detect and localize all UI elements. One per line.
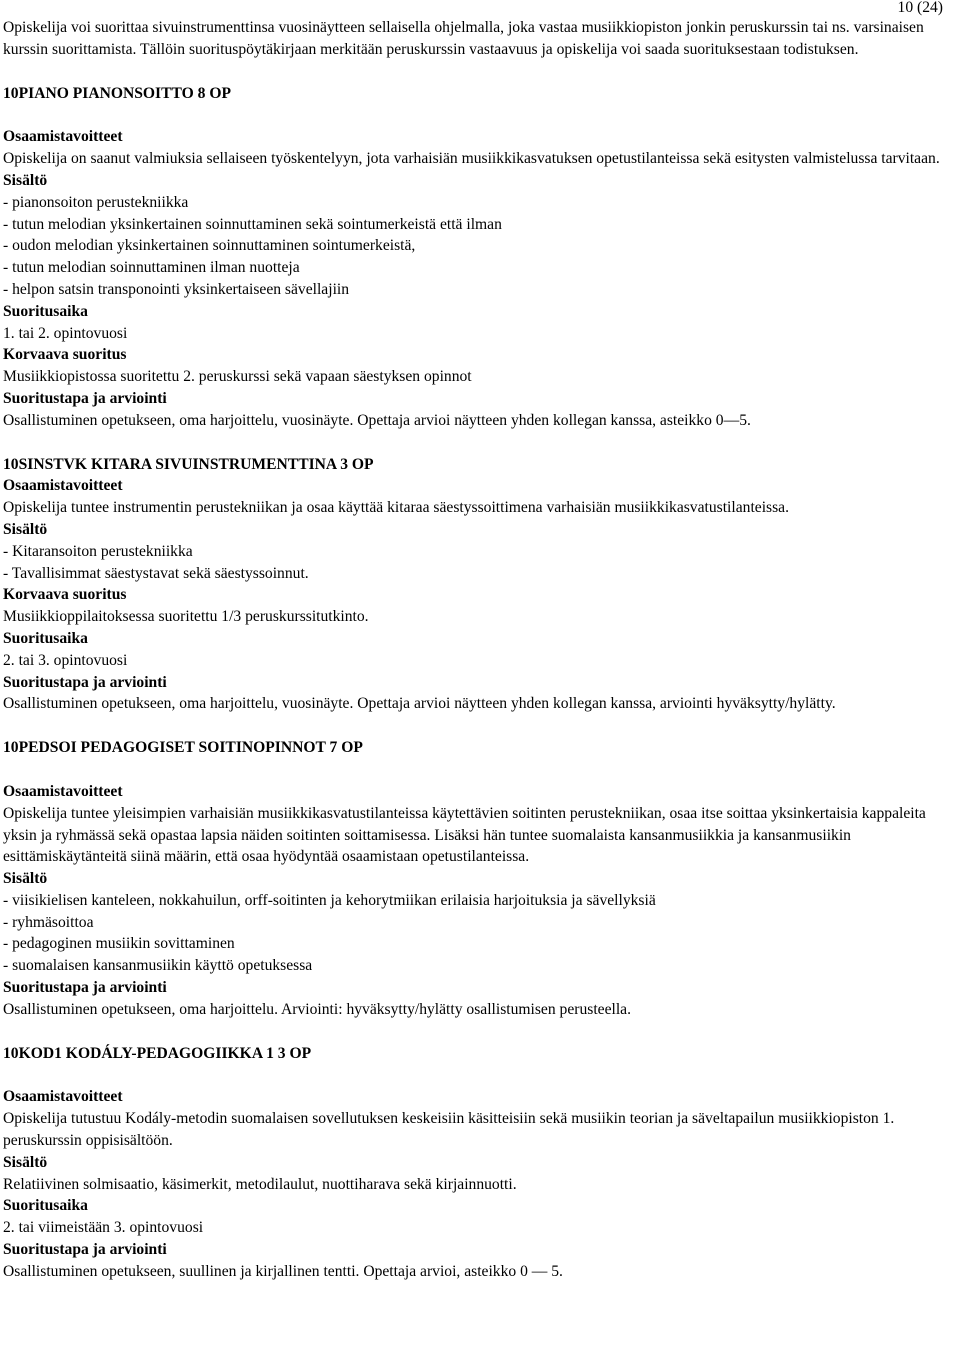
heading-timing: Suoritusaika — [3, 629, 88, 647]
content-item: - pedagoginen musiikin sovittaminen — [3, 935, 235, 953]
heading-content: Sisältö — [3, 870, 48, 888]
page-number: 10 (24) — [897, 0, 943, 16]
assessment-text: Osallistuminen opetukseen, suullinen ja kirjallinen tentti. Opettaja arvioi, asteikko 0 — 5. — [3, 1262, 563, 1280]
equivalent-text: Musiikkiopistossa suoritettu 2. peruskurssi sekä vapaan säestyksen opinnot — [3, 368, 472, 386]
heading-content: Sisältö — [3, 171, 48, 189]
heading-timing: Suoritusaika — [3, 302, 88, 320]
content-item: - viisikielisen kanteleen, nokkahuilun, orff-soitinten ja kehorytmiikan erilaisia harjoituksia ja sävellyksiä — [3, 891, 656, 909]
heading-assessment: Suoritustapa ja arviointi — [3, 1241, 167, 1259]
content-item: - tutun melodian yksinkertainen soinnuttaminen sekä sointumerkeistä että ilman — [3, 215, 502, 233]
course-title: 10PIANO PIANONSOITTO 8 OP — [3, 84, 232, 102]
content-item: - suomalaisen kansanmusiikin käyttö opetuksessa — [3, 957, 313, 975]
assessment-text: Osallistuminen opetukseen, oma harjoittelu, vuosinäyte. Opettaja arvioi näytteen yhden kollegan kanssa, asteikko 0—5. — [3, 411, 751, 429]
content-item: - Kitaransoiton perustekniikka — [3, 542, 193, 560]
heading-content: Sisältö — [3, 520, 48, 538]
course-piano — [3, 83, 959, 432]
intro-paragraph: Opiskelija voi suorittaa sivuinstrumenttinsa vuosinäytteen sellaisella ohjelmalla, joka vastaa musiikkiopiston jonkin peruskurssin tai ns. varsinaisen kurssin suorittamista. Tällöin suorituspöytäkirjaan merkitään peruskurssin vastaavuus ja opiskelija voi saada suorituksestaan todistuksen. — [3, 19, 924, 58]
heading-assessment: Suoritustapa ja arviointi — [3, 389, 167, 407]
course-title: 10SINSTVK KITARA SIVUINSTRUMENTTINA 3 OP — [3, 455, 374, 473]
assessment-text: Osallistuminen opetukseen, oma harjoittelu, vuosinäyte. Opettaja arvioi näytteen yhden kollegan kanssa, arviointi hyväksytty/hylätty. — [3, 695, 836, 713]
outcomes-text: Opiskelija on saanut valmiuksia sellaiseen työskentelyyn, jota varhaisiän musiikkikasvatuksen opetustilanteissa sekä esitysten valmistelussa tarvitaan. — [3, 150, 940, 168]
course-title: 10PEDSOI PEDAGOGISET SOITINOPINNOT 7 OP — [3, 739, 363, 757]
heading-equivalent: Korvaava suoritus — [3, 586, 127, 604]
timing-text: 2. tai viimeistään 3. opintovuosi — [3, 1219, 204, 1237]
timing-text: 1. tai 2. opintovuosi — [3, 324, 128, 342]
content-item: - oudon melodian yksinkertainen soinnuttaminen sointumerkeistä, — [3, 237, 416, 255]
course-guitar — [3, 454, 959, 716]
heading-outcomes: Osaamistavoitteet — [3, 128, 123, 146]
heading-equivalent: Korvaava suoritus — [3, 346, 127, 364]
document-body — [3, 17, 959, 1283]
outcomes-text: Opiskelija tuntee instrumentin perustekniikan ja osaa käyttää kitaraa säestyssoittimena varhaisiän musiikkikasvatustilanteissa. — [3, 499, 789, 517]
heading-outcomes: Osaamistavoitteet — [3, 477, 123, 495]
timing-text: 2. tai 3. opintovuosi — [3, 651, 128, 669]
content-item: - Tavallisimmat säestystavat sekä säestyssoinnut. — [3, 564, 309, 582]
content-item: - helpon satsin transponointi yksinkertaiseen sävellajiin — [3, 280, 350, 298]
heading-content: Sisältö — [3, 1153, 48, 1171]
outcomes-text: Opiskelija tutustuu Kodály-metodin suomalaisen sovellutuksen keskeisiin käsitteisiin sekä musiikin teorian ja säveltapailun musiikkiopiston 1. peruskurssin oppisisältöön. — [3, 1110, 895, 1150]
course-pedagogical-instruments — [3, 737, 959, 1021]
heading-timing: Suoritusaika — [3, 1197, 88, 1215]
course-title: 10KOD1 KODÁLY-PEDAGOGIIKKA 1 3 OP — [3, 1044, 312, 1062]
content-item: - tutun melodian soinnuttaminen ilman nuotteja — [3, 259, 300, 277]
assessment-text: Osallistuminen opetukseen, oma harjoittelu. Arviointi: hyväksytty/hylätty osallistumisen perusteella. — [3, 1000, 631, 1018]
heading-outcomes: Osaamistavoitteet — [3, 1088, 123, 1106]
content-item: - pianonsoiton perustekniikka — [3, 193, 189, 211]
course-kodaly — [3, 1043, 959, 1283]
heading-assessment: Suoritustapa ja arviointi — [3, 979, 167, 997]
content-text: Relatiivinen solmisaatio, käsimerkit, metodilaulut, nuottiharava sekä kirjainnuotti. — [3, 1175, 517, 1193]
content-item: - ryhmäsoittoa — [3, 913, 94, 931]
heading-assessment: Suoritustapa ja arviointi — [3, 673, 167, 691]
equivalent-text: Musiikkioppilaitoksessa suoritettu 1/3 peruskurssitutkinto. — [3, 608, 369, 626]
heading-outcomes: Osaamistavoitteet — [3, 782, 123, 800]
outcomes-text: Opiskelija tuntee yleisimpien varhaisiän musiikkikasvatustilanteissa käytettävien soitinten perustekniikan, osaa itse soittaa yksinkertaisia kappaleita yksin ja ryhmässä sekä opastaa lapsia näiden soitinten soittamisessa. Lisäksi hän tuntee suomalaista kansanmusiikkia ja kansanmusiikin esittämiskäytänteitä siinä määrin, että osaa hyödyntää osaamistaan opetustilanteissa. — [3, 804, 926, 866]
